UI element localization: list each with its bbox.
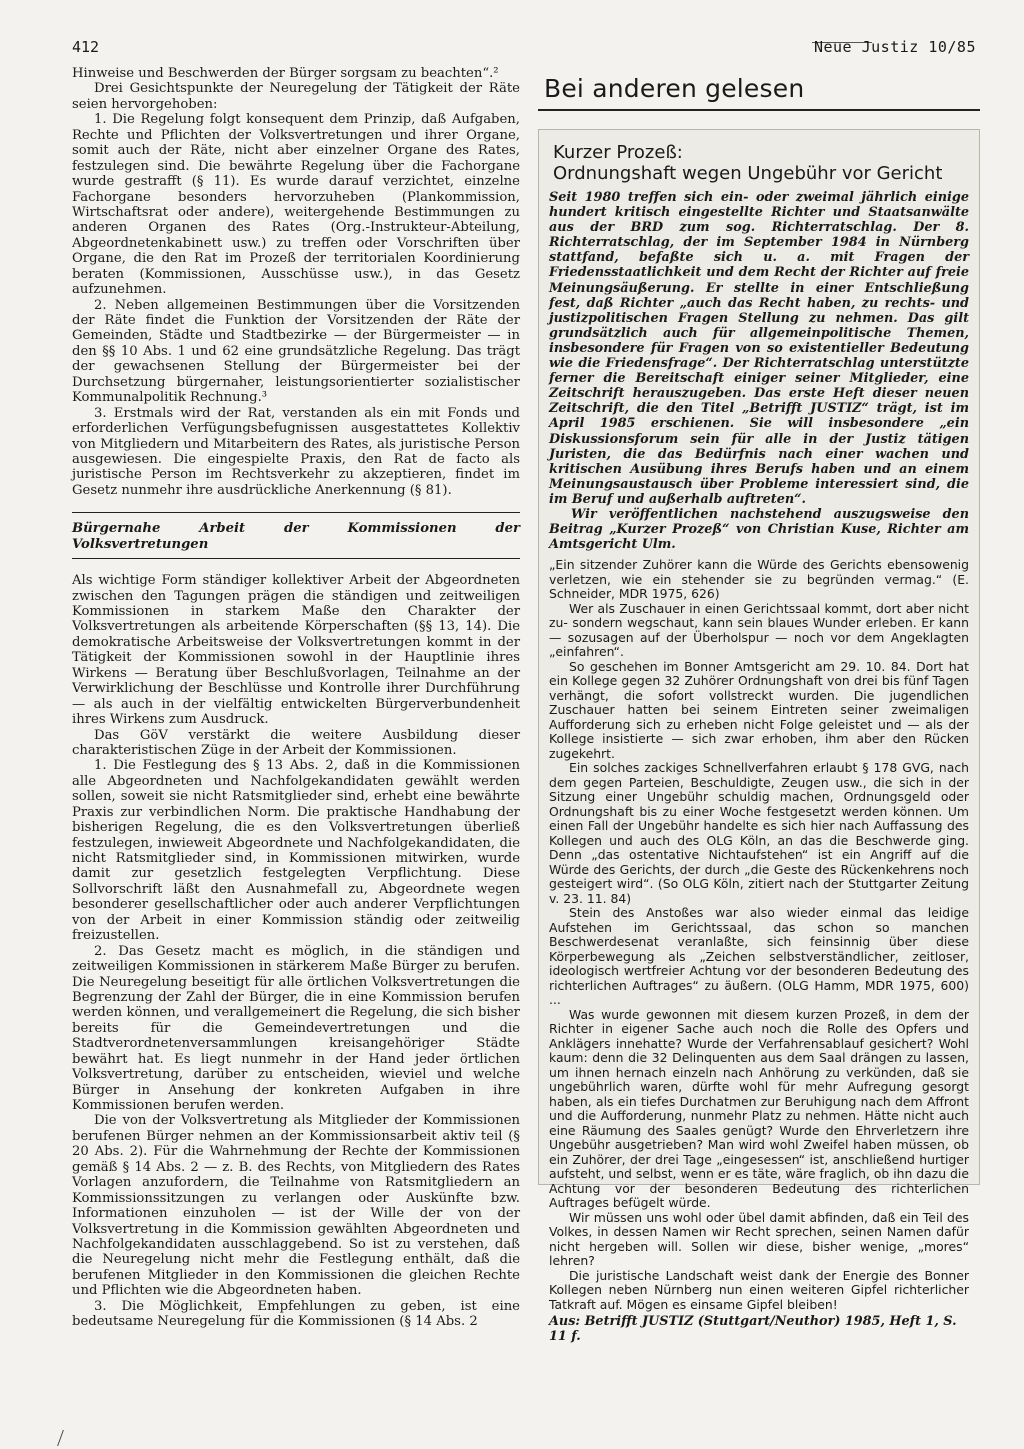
paragraph: Wir müssen uns wohl oder übel damit abfinden, daß ein Teil des Volkes, in dessen Namen wir Recht sprechen, seinen Namen dafür nicht hergeben will. Sollen wir diese, bisher wenige, „mores“ lehren?	[549, 1209, 969, 1269]
left-column	[72, 66, 520, 1330]
paragraph: 2. Das Gesetz macht es möglich, in die ständigen und zeitweiligen Kommissionen in stärkerem Maße Bürger zu berufen. Die Neuregelung beseitigt für alle örtlichen Volksvertretungen die Begrenzung der Zahl der Bürger, die in eine Kommission berufen werden können, und verallgemeinert die Regelung, die sich bisher bereits für die Gemeindevertretungen und die Stadtverordnetenversammlungen kreisangehöriger Städte bewährt hat. Es liegt nunmehr in der Hand jeder örtlichen Volksvertretung, darüber zu entscheiden, wieviel und welche Bürger in Ansehung der konkreten Aufgaben in ihre Kommissionen berufen werden.	[72, 943, 520, 1113]
paragraph: Die juristische Landschaft weist dank der Energie des Bonner Kollegen neben Nürnberg nun einen weiteren Gipfel richterlicher Tatkraft auf. Mögen es einsame Gipfel bleiben!	[549, 1267, 969, 1312]
paragraph: 3. Erstmals wird der Rat, verstanden als ein mit Fonds und erforderlichen Verfügungsbefugnissen ausgestattetes Kollektiv von Mitgliedern und Mitarbeitern des Rates, als juristische Person ausgewiesen. Die eingespielte Praxis, den Rat de facto als juristische Person im Rechtsverkehr zu akzeptieren, findet im Gesetz nunmehr ihre ausdrückliche Anerkennung (§ 81).	[72, 405, 520, 498]
article-lead-note: Wir veröffentlichen nachstehend auszugsweise den Beitrag „Kurzer Prozeß“ von Christian Kuse, Richter am Amtsgericht Ulm.	[549, 506, 969, 553]
margin-mark	[57, 1430, 70, 1446]
article-box	[538, 129, 980, 1345]
rubric-heading: Bei anderen gelesen	[544, 74, 805, 103]
paragraph: Die von der Volksvertretung als Mitglieder der Kommissionen berufenen Bürger nehmen an der Kommissionsarbeit aktiv teil (§ 20 Abs. 2). Für die Wahrnehmung der Rechte der Kommissionen gemäß § 14 Abs. 2 — z. B. des Rechts, von Mitgliedern des Rates Vorlagen anzufordern, die Teilnahme von Ratsmitgliedern an Kommissionssitzungen zu verlangen oder Auskünfte bzw. Informationen einzuholen — ist der Wille der von der Volksvertretung in die Kommission gewählten Abgeordneten und Nachfolgekandidaten ausschlaggebend. So ist zu verstehen, daß die Neuregelung nicht mehr die Festlegung enthält, daß die berufenen Mitglieder in den Kommissionen die gleichen Rechte und Pflichten wie die Abgeordneten haben.	[72, 1113, 520, 1299]
article-kicker: Kurzer Prozeß:	[553, 142, 683, 163]
rubric-rule	[538, 109, 980, 111]
article-source: Aus: Betrifft JUSTIZ (Stuttgart/Neuthor) 1985, Heft 1, S. 11 f.	[549, 1314, 957, 1345]
page-number: 412	[72, 38, 100, 56]
journal-title: Neue Justiz 10/85	[813, 38, 976, 56]
article-body	[549, 558, 969, 1312]
paragraph: 2. Neben allgemeinen Bestimmungen über die Vorsitzenden der Räte findet die Funktion der Vorsitzenden der Räte der Gemeinden, Städte und Stadtbezirke — der Bürgermeister — in den §§ 10 Abs. 1 und 62 eine grundsätzliche Regelung. Das trägt der gewachsenen Stellung der Bürgermeister bei der Durchsetzung bürgernaher, leistungsorientierter sozialistischer Kommunalpolitik Rechnung.³	[72, 297, 520, 406]
paragraph: Was wurde gewonnen mit diesem kurzen Prozeß, in dem der Richter in eigener Sache auch noch die Rolle des Opfers und Anklägers innehatte? Wurde der Verfahrensablauf gesichert? Wohl kaum: denn die 32 Delinquenten aus dem Saal drängen zu lassen, um ihnen hernach einzeln nach Anhörung zu verkünden, daß sie ungebührlich waren, dürfte wohl für mehr Aufregung gesorgt haben, als ein tiefes Durchatmen zur Beruhigung nach dem Affront und die Aufforderung, nunmehr Platz zu nehmen. Hätte nicht auch eine Räumung des Saales genügt? Wurde den Ehrverletzern ihre Ungebühr ausgetrieben? Man wird wohl Zweifel haben müssen, ob ein Zuhörer, der drei Tage „eingesessen“ ist, anschließend hurtiger aufsteht, und selbst, wenn er es täte, wäre fraglich, ob ihn dazu die Achtung vor der besonderen Bedeutung des richterlichen Auftrages befügelt würde.	[549, 1006, 969, 1211]
paragraph: Drei Gesichtspunkte der Neuregelung der Tätigkeit der Räte seien hervorgehoben:	[72, 81, 520, 112]
article-lead: Seit 1980 treffen sich ein- oder zweimal jährlich einige hundert kritisch eingestellte Richter und Staatsanwälte aus der BRD zum sog. Richterratschlag. Der 8. Richterratschlag, der im September 1984 in Nürnberg stattfand, befaßte sich u. a. mit Fragen der Friedensstaatlichkeit und dem Recht der Richter auf freie Meinungsäußerung. Er stellte in einer Entschließung fest, daß Richter „auch das Recht haben, zu rechts- und justizpolitischen Fragen Stellung zu nehmen. Das gilt grundsätzlich auch für allgemeinpolitische Themen, insbesondere für Fragen von so existentieller Bedeutung wie die Friedensfrage“. Der Richterratschlag unterstützte ferner die Bereitschaft einiger seiner Mitglieder, eine Zeitschrift herauszugeben. Das erste Heft dieser neuen Zeitschrift, die den Titel „Betrifft JUSTIZ“ trägt, ist im April 1985 erschienen. Sie will insbesondere „ein Diskussionsforum sein für alle in der Justiz tätigen Juristen, die das Bedürfnis nach einer wachen und kritischen Ausübung ihres Berufs haben und an einem Meinungsaustausch über Probleme interessiert sind, die im Beruf und außerhalb auftreten“.	[549, 190, 969, 507]
right-column	[538, 66, 980, 1345]
paragraph: 1. Die Festlegung des § 13 Abs. 2, daß in die Kommissionen alle Abgeordneten und Nachfolgekandidaten gewählt werden sollen, soweit sie nicht Ratsmitglieder sind, erhebt eine bewährte Praxis zur verbindlichen Norm. Die praktische Handhabung der bisherigen Regelung, die es den Volksvertretungen überließ festzulegen, inwieweit Abgeordnete und Nachfolgekandidaten, die nicht Ratsmitglieder sind, in Kommissionen mitwirken, wurde damit zur gesetzlich festgelegten Verpflichtung. Diese Sollvorschrift läßt den Ausnahmefall zu, Abgeordnete wegen besonderer gesellschaftlicher oder auch anderer Verpflichtungen von der Arbeit in einer Kommission ständig oder zeitweilig freizustellen.	[72, 758, 520, 944]
paragraph: 1. Die Regelung folgt konsequent dem Prinzip, daß Aufgaben, Rechte und Pflichten der Volksvertretungen und ihrer Organe, somit auch der Räte, nicht aber einzelner Organe des Rates, festzulegen sind. Die bewährte Regelung über die Fachorgane wurde gestrafft (§ 11). Es wurde darauf verzichtet, einzelne Fachorgane besonders hervorzuheben (Plankommission, Wirtschaftsrat oder andere), weitergehende Bestimmungen zu anderen Organen des Rates (Org.-Instrukteur-Abteilung, Abgeordnetenkabinett usw.) zu treffen oder Vorschriften über Organe, die den Rat im Prozeß der territorialen Koordinierung beraten (Kommissionen, Ausschüsse usw.), in das Gesetz aufzunehmen.	[72, 112, 520, 298]
article-title: Ordnungshaft wegen Ungebühr vor Gericht	[553, 163, 943, 184]
page-header	[72, 38, 976, 62]
paragraph: Stein des Anstoßes war also wieder einmal das leidige Aufstehen im Gerichtssaal, das schon so manchen Beschwerdesenat veranlaßte, sich feinsinnig über diese Körperbewegung als „Zeichen selbstverständlicher, zeitloser, ideologisch wertfreier Achtung vor der besonderen Bedeutung des richterlichen Auftrages“ zu äußern. (OLG Hamm, MDR 1975, 600) ...	[549, 905, 969, 1008]
paragraph: So geschehen im Bonner Amtsgericht am 29. 10. 84. Dort hat ein Kollege gegen 32 Zuhörer Ordnungshaft von drei bis fünf Tagen verhängt, die sofort vollstreckt wurden. Die jugendlichen Zuschauer hatten bei seinem Eintreten seiner zweimaligen Aufforderung sich zu erheben nicht Folge geleistet und — als der Kollege insistierte — sich zwar erhoben, ihm aber den Rücken zugekehrt.	[549, 658, 969, 761]
paragraph: Hinweise und Beschwerden der Bürger sorgsam zu beachten“.²	[72, 66, 499, 81]
paragraph: Das GöV verstärkt die weitere Ausbildung dieser charakteristischen Züge in der Arbeit der Kommissionen.	[72, 727, 520, 758]
paragraph: Wer als Zuschauer in einen Gerichtssaal kommt, dort aber nicht zu- sondern wegschaut, kann sein blaues Wunder erleben. Er kann — sozusagen auf der Überholspur — noch vor dem Angeklagten „einfahren“.	[549, 600, 969, 660]
paragraph: Als wichtige Form ständiger kollektiver Arbeit der Abgeordneten zwischen den Tagungen prägen die ständigen und zeitweiligen Kommissionen in starkem Maße den Charakter der Volksvertretungen als arbeitende Körperschaften (§§ 13, 14). Die demokratische Arbeitsweise der Volksvertretungen kommt in der Tätigkeit der Kommissionen sowohl in der Hauptlinie ihres Wirkens — Beratung über Beschlußvorlagen, Teilnahme an der Verwirklichung der Beschlüsse und Kontrolle ihrer Durchführung — als auch in der vielfältig entwickelten Bürgerverbundenheit ihres Wirkens zum Ausdruck.	[72, 573, 520, 728]
section-heading: Bürgernahe Arbeit der Kommissionen der Volksvertretungen	[72, 512, 520, 559]
paragraph: 3. Die Möglichkeit, Empfehlungen zu geben, ist eine bedeutsame Neuregelung für die Kommissionen (§ 14 Abs. 2	[72, 1298, 520, 1330]
paragraph: Ein solches zackiges Schnellverfahren erlaubt § 178 GVG, nach dem gegen Parteien, Beschuldigte, Zeugen usw., die sich in der Sitzung einer Ungebühr schuldig machen, Ordnungsgeld oder Ordnungshaft bis zu einer Woche festgesetzt werden können. Um einen Fall der Ungebühr handelte es sich hier nach Auffassung des Kollegen und auch des OLG Köln, an das die Beschwerde ging. Denn „das ostentative Nichtaufstehen“ ist ein Angriff auf die Würde des Gerichts, der durch „die Geste des Rückenkehrens noch gesteigert wird“. (So OLG Köln, zitiert nach der Stuttgarter Zeitung v. 23. 11. 84)	[549, 760, 969, 906]
epigraph: „Ein sitzender Zuhörer kann die Würde des Gerichts ebensowenig verletzen, wie ein stehender sie zu begründen vermag.“ (E. Schneider, MDR 1975, 626)	[549, 557, 969, 602]
